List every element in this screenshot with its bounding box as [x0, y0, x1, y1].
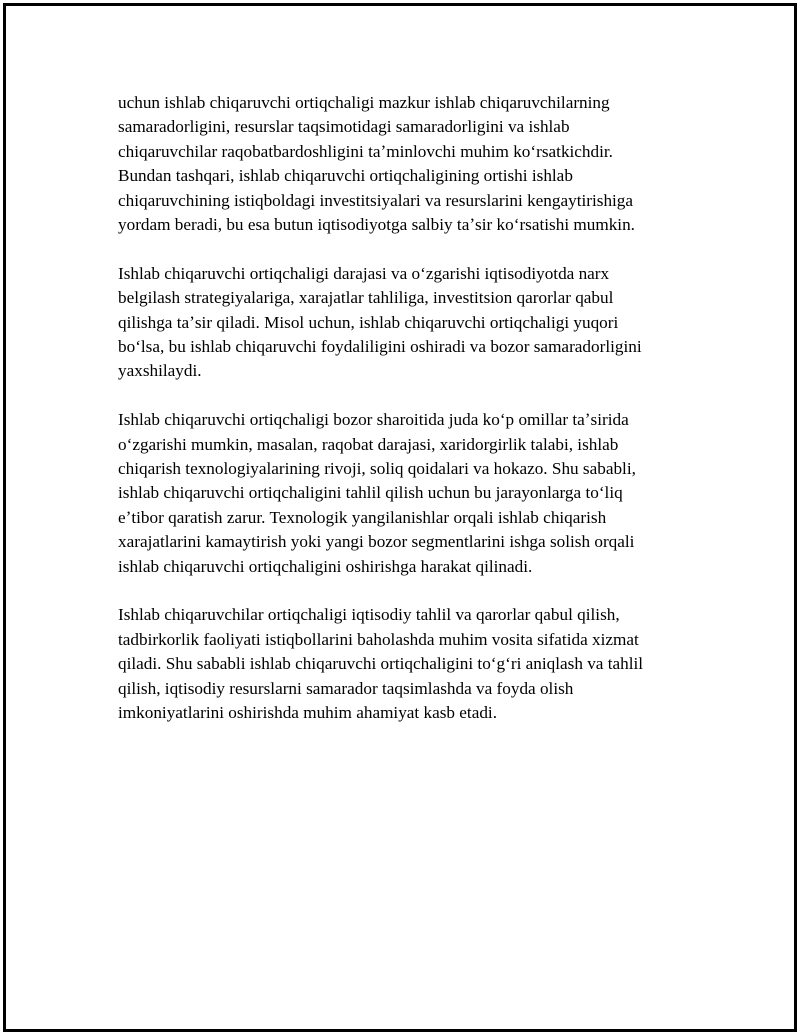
- text-line: imkoniyatlarini oshirishda muhim ahamiyat kasb etadi.: [118, 703, 498, 723]
- text-line: chiqaruvchining istiqboldagi investitsiyalari va resurslarini kengaytirishiga: [118, 190, 634, 210]
- paragraph: [118, 603, 690, 725]
- text-line: boʻlsa, bu ishlab chiqaruvchi foydaliligini oshiradi va bozor samaradorligini: [118, 337, 642, 357]
- text-line: oʻzgarishi mumkin, masalan, raqobat darajasi, xaridorgirlik talabi, ishlab: [118, 434, 619, 454]
- text-line: uchun ishlab chiqaruvchi ortiqchaligi mazkur ishlab chiqaruvchilarning: [118, 93, 610, 112]
- text-line: Bundan tashqari, ishlab chiqaruvchi ortiqchaligining ortishi ishlab: [118, 166, 573, 186]
- text-line: samaradorligini, resurslar taqsimotidagi samaradorligini va ishlab: [118, 117, 570, 137]
- text-line: Ishlab chiqaruvchilar ortiqchaligi iqtisodiy tahlil va qarorlar qabul qilish,: [118, 605, 620, 625]
- text-line: Ishlab chiqaruvchi ortiqchaligi darajasi va oʻzgarishi iqtisodiyotda narx: [118, 263, 610, 283]
- text-line: chiqaruvchilar raqobatbardoshligini taʼminlovchi muhim koʻrsatkichdir.: [118, 141, 613, 161]
- text-line: ishlab chiqaruvchi ortiqchaligini oshirishga harakat qilinadi.: [118, 556, 533, 576]
- text-line: tadbirkorlik faoliyati istiqbollarini baholashda muhim vosita sifatida xizmat: [118, 629, 639, 649]
- paragraph: [118, 262, 690, 384]
- text-line: Ishlab chiqaruvchi ortiqchaligi bozor sharoitida juda koʻp omillar taʼsirida: [118, 410, 629, 430]
- text-line: qiladi. Shu sababli ishlab chiqaruvchi ortiqchaligini toʻgʻri aniqlash va tahlil: [118, 654, 644, 674]
- text-line: qilishga taʼsir qiladi. Misol uchun, ishlab chiqaruvchi ortiqchaligi yuqori: [118, 312, 619, 332]
- text-line: yordam beradi, bu esa butun iqtisodiyotga salbiy taʼsir koʻrsatishi mumkin.: [118, 215, 635, 235]
- text-line: ishlab chiqaruvchi ortiqchaligini tahlil qilish uchun bu jarayonlarga toʻliq: [118, 483, 623, 503]
- document-body: [118, 91, 690, 750]
- text-line: chiqarish texnologiyalarining rivoji, soliq qoidalari va hokazo. Shu sababli,: [118, 459, 636, 479]
- paragraph: [118, 91, 690, 237]
- text-line: yaxshilaydi.: [118, 361, 202, 381]
- text-line: eʼtibor qaratish zarur. Texnologik yangilanishlar orqali ishlab chiqarish: [118, 507, 607, 527]
- text-line: belgilash strategiyalariga, xarajatlar tahliliga, investitsion qarorlar qabul: [118, 288, 614, 308]
- text-line: xarajatlarini kamaytirish yoki yangi bozor segmentlarini ishga solish orqali: [118, 532, 635, 552]
- paragraph: [118, 408, 690, 579]
- text-line: qilish, iqtisodiy resurslarni samarador taqsimlashda va foyda olish: [118, 678, 574, 698]
